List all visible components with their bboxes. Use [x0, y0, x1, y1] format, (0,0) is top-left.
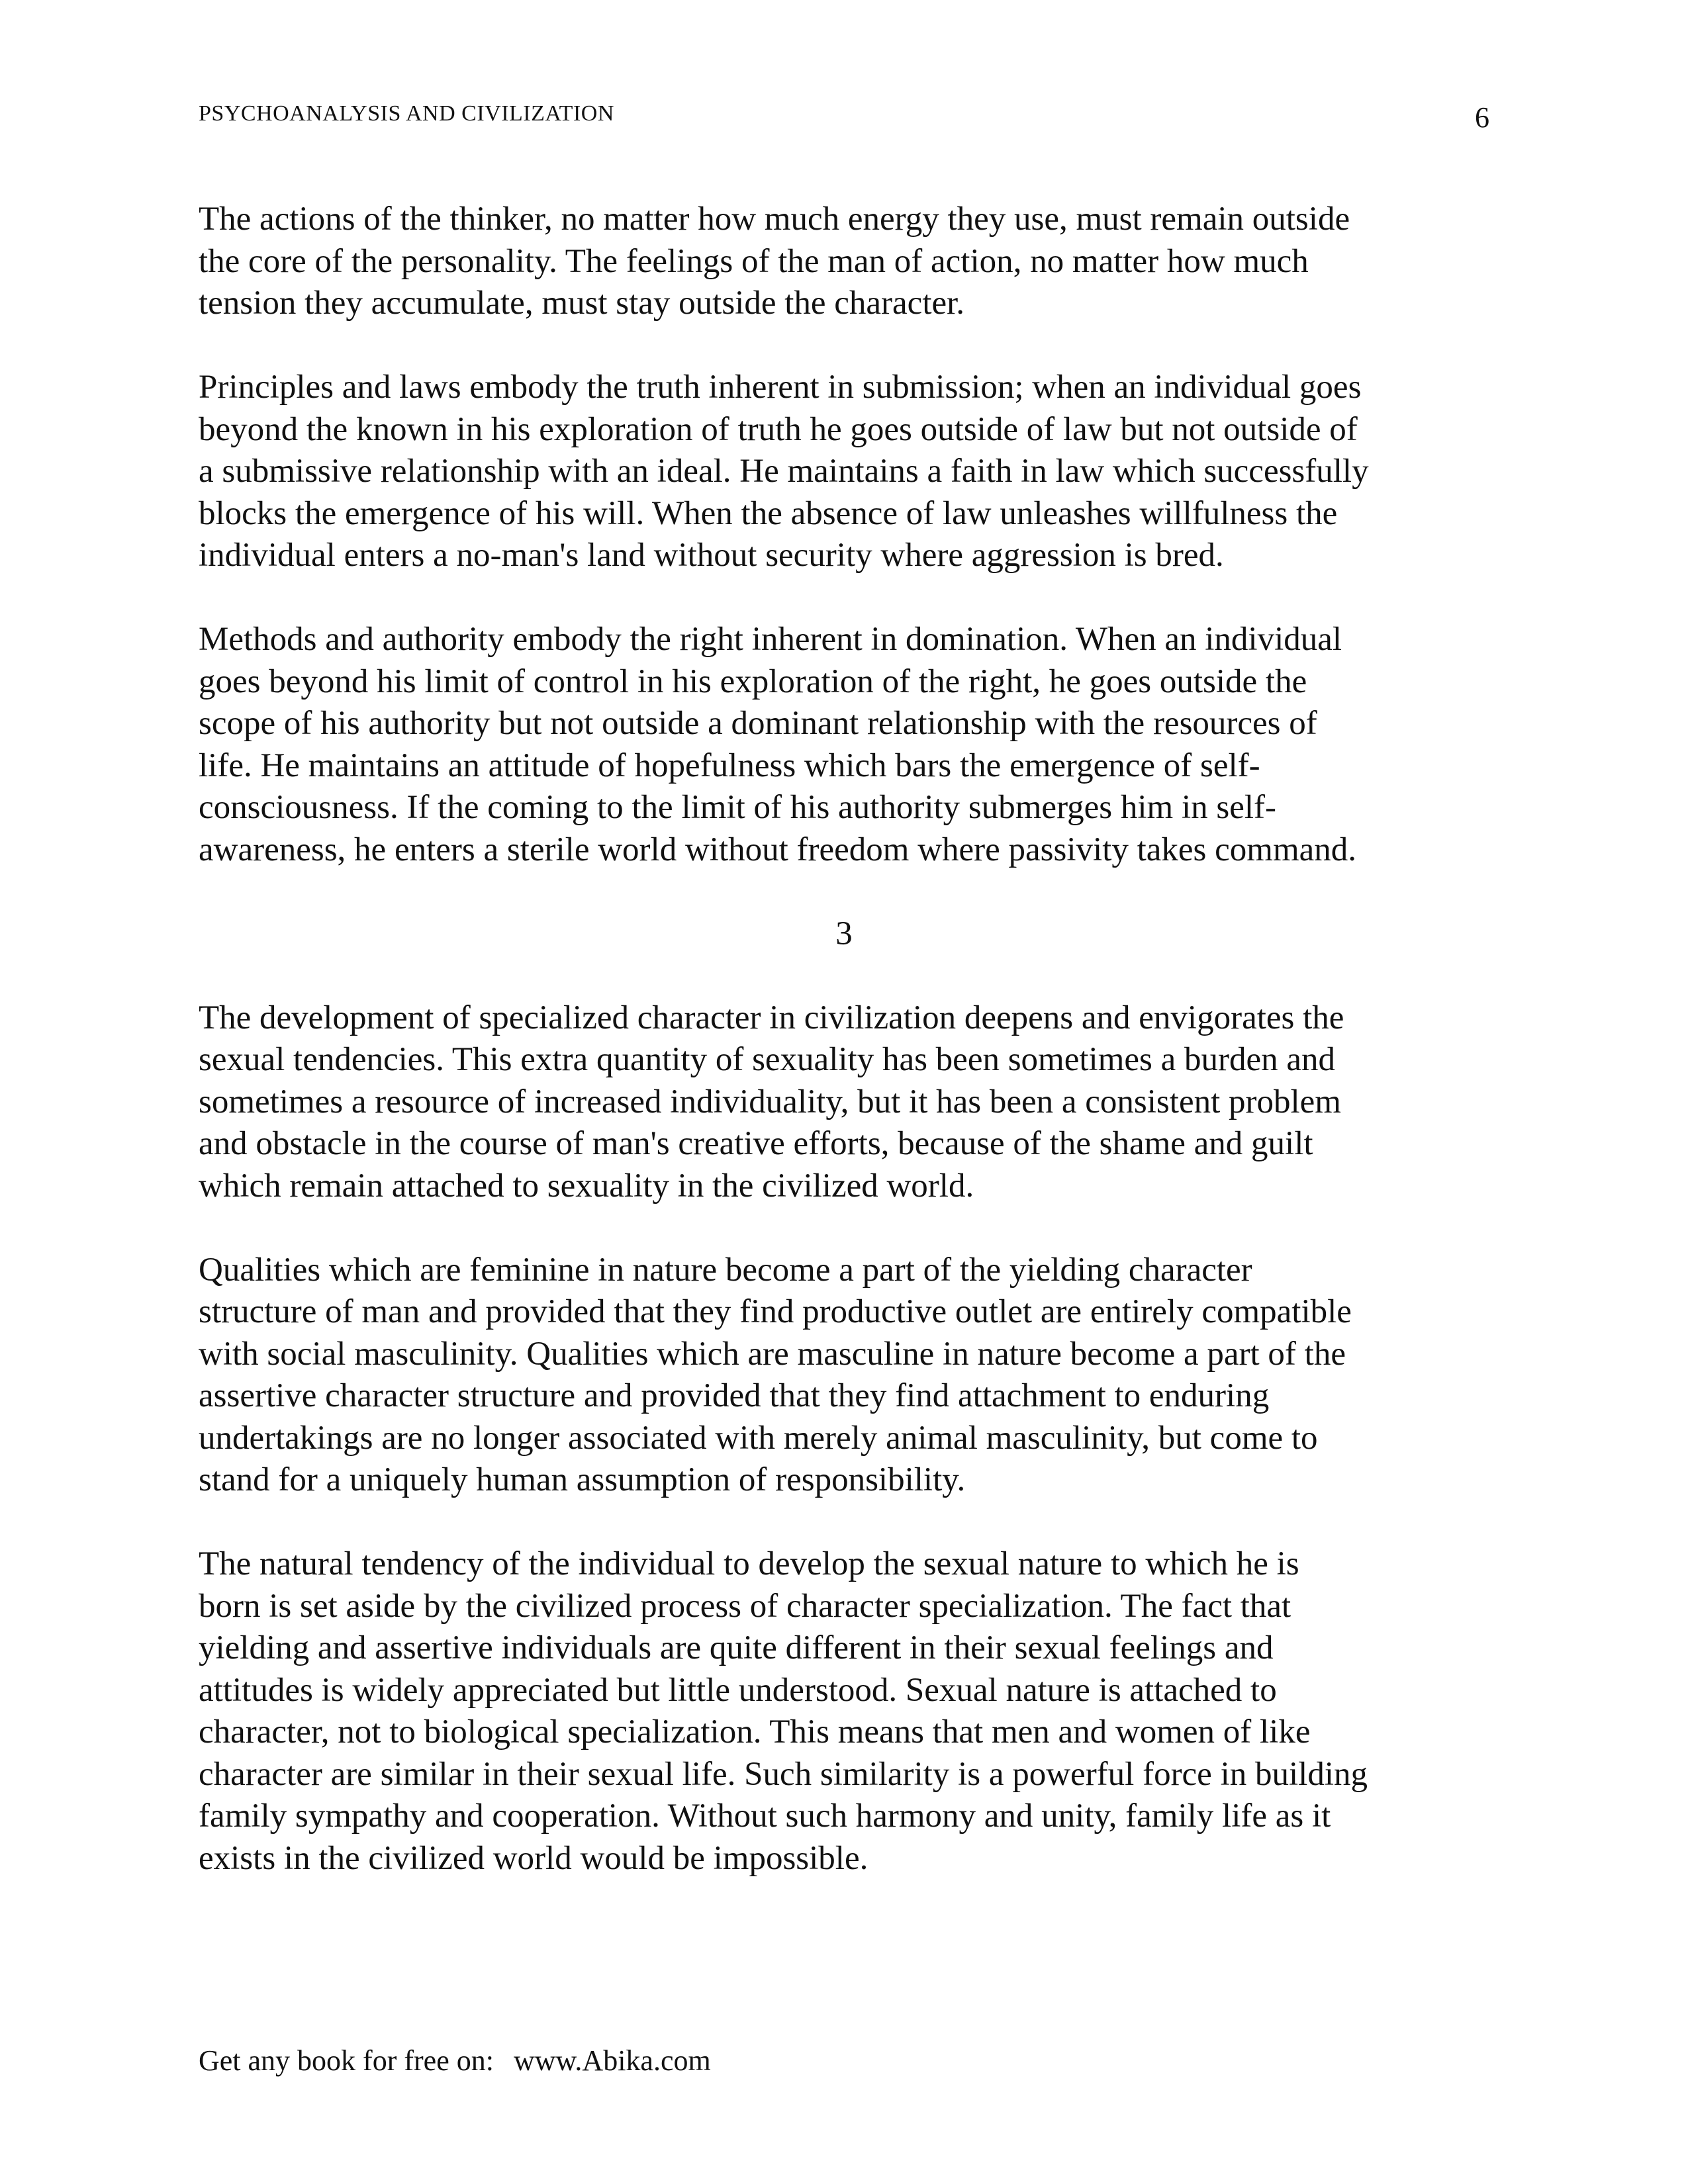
page-number: 6 — [1475, 101, 1489, 134]
paragraph-2 — [199, 367, 1489, 577]
text-line: life. He maintains an attitude of hopefulness which bars the emergence of self- — [199, 747, 1260, 784]
text-line: Methods and authority embody the right inherent in domination. When an individual — [199, 621, 1342, 658]
text-line: consciousness. If the coming to the limit of his authority submerges him in self- — [199, 789, 1276, 826]
text-line: yielding and assertive individuals are quite different in their sexual feelings and — [199, 1629, 1274, 1666]
running-title: PSYCHOANALYSIS AND CIVILIZATION — [199, 101, 614, 126]
section-number: 3 — [835, 915, 853, 952]
text-line: sometimes a resource of increased individuality, but it has been a consistent problem — [199, 1083, 1341, 1120]
text-line: Principles and laws embody the truth inherent in submission; when an individual goes — [199, 369, 1362, 406]
paragraph-3 — [199, 619, 1489, 871]
text-line: assertive character structure and provided that they find attachment to enduring — [199, 1377, 1270, 1414]
text-line: character, not to biological specialization. This means that men and women of like — [199, 1713, 1311, 1751]
text-line: with social masculinity. Qualities which are masculine in nature become a part of the — [199, 1335, 1346, 1373]
text-line: a submissive relationship with an ideal. He maintains a faith in law which successfully — [199, 453, 1369, 490]
footer-link[interactable]: www.Abika.com — [513, 2044, 711, 2077]
text-line: stand for a uniquely human assumption of responsibility. — [199, 1461, 966, 1498]
text-line: born is set aside by the civilized process of character specialization. The fact that — [199, 1587, 1291, 1625]
text-line: individual enters a no-man's land without security where aggression is bred. — [199, 537, 1224, 574]
text-line: Qualities which are feminine in nature become a part of the yielding character — [199, 1251, 1252, 1289]
paragraph-4 — [199, 997, 1489, 1208]
text-line: awareness, he enters a sterile world without freedom where passivity takes command. — [199, 831, 1357, 868]
text-line: which remain attached to sexuality in the civilized world. — [199, 1167, 974, 1205]
text-line: the core of the personality. The feelings of the man of action, no matter how much — [199, 242, 1309, 280]
paragraph-6 — [199, 1543, 1489, 1880]
paragraph-1 — [199, 199, 1489, 325]
text-line: and obstacle in the course of man's creative efforts, because of the shame and guilt — [199, 1125, 1313, 1162]
text-line: undertakings are no longer associated with merely animal masculinity, but come to — [199, 1419, 1318, 1457]
text-line: goes beyond his limit of control in his exploration of the right, he goes outside the — [199, 662, 1307, 700]
text-line: The actions of the thinker, no matter how much energy they use, must remain outside — [199, 201, 1350, 238]
text-line: family sympathy and cooperation. Without such harmony and unity, family life as it — [199, 1797, 1331, 1835]
text-line: blocks the emergence of his will. When the absence of law unleashes willfulness the — [199, 494, 1338, 532]
text-line: character are similar in their sexual life. Such similarity is a powerful force in building — [199, 1755, 1368, 1793]
page-footer — [199, 2042, 711, 2079]
text-line: The natural tendency of the individual to develop the sexual nature to which he is — [199, 1545, 1299, 1582]
paragraph-5 — [199, 1250, 1489, 1502]
text-line: sexual tendencies. This extra quantity of sexuality has been sometimes a burden and — [199, 1041, 1335, 1078]
body-text — [199, 199, 1489, 1880]
text-line: beyond the known in his exploration of truth he goes outside of law but not outside of — [199, 410, 1358, 448]
text-line: scope of his authority but not outside a dominant relationship with the resources of — [199, 705, 1317, 742]
text-line: structure of man and provided that they find productive outlet are entirely compatible — [199, 1293, 1352, 1330]
footer-text: Get any book for free on: — [199, 2044, 494, 2077]
text-line: The development of specialized character in civilization deepens and envigorates the — [199, 999, 1344, 1036]
text-line: tension they accumulate, must stay outside the character. — [199, 285, 965, 322]
text-line: attitudes is widely appreciated but little understood. Sexual nature is attached to — [199, 1671, 1277, 1709]
text-line: exists in the civilized world would be impossible. — [199, 1839, 868, 1877]
